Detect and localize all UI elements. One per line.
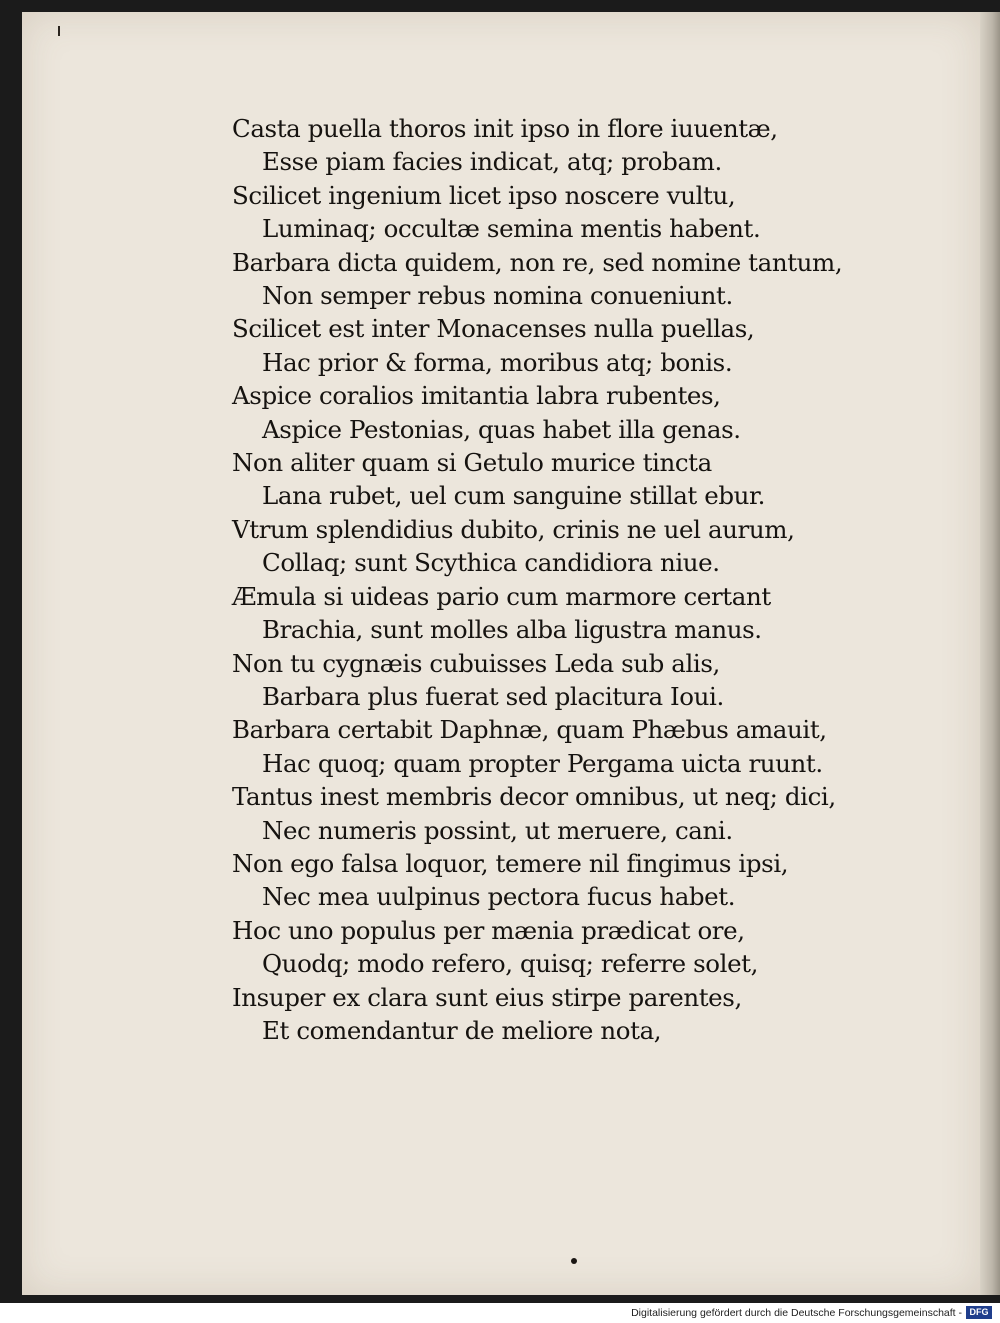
poem-text [232,112,852,1047]
verse-line: Brachia, sunt molles alba ligustra manus. [262,615,762,645]
verse-line: Hac quoq; quam propter Pergama uicta ruunt. [262,748,823,778]
verse-line: Barbara dicta quidem, non re, sed nomine tantum, [232,247,843,277]
page-edge [980,12,1000,1295]
verse-line: Nec mea uulpinus pectora fucus habet. [262,882,736,912]
verse-line: Aspice coralios imitantia labra rubentes, [232,381,721,411]
verse-line: Vtrum splendidius dubito, crinis ne uel aurum, [232,514,795,544]
verse-line: Et comendantur de meliore nota, [262,1015,662,1045]
verse-line: Scilicet ingenium licet ipso noscere vultu, [232,180,736,210]
verse-line: Barbara certabit Daphnæ, quam Phæbus amauit, [232,715,827,745]
verse-line: Collaq; sunt Scythica candidiora niue. [262,548,720,578]
verse-line: Scilicet est inter Monacenses nulla puellas, [232,314,755,344]
verse-line: Aspice Pestonias, quas habet illa genas. [262,414,741,444]
verse-line: Non tu cygnæis cubuisses Leda sub alis, [232,648,720,678]
verse-line: Non aliter quam si Getulo murice tincta [232,448,712,478]
verse-line: Nec numeris possint, ut meruere, cani. [262,815,733,845]
verse-line: Æmula si uideas pario cum marmore certant [232,581,771,611]
funding-credit: Digitalisierung gefördert durch die Deutsche Forschungsgemeinschaft - [631,1307,962,1319]
verse-line: Luminaq; occultæ semina mentis habent. [262,214,761,244]
verse-line: Non ego falsa loquor, temere nil fingimus ipsi, [232,848,789,878]
verse-line: Tantus inest membris decor omnibus, ut neq; dici, [232,782,836,812]
dfg-logo[interactable]: DFG [966,1306,992,1319]
verse-line: Hoc uno populus per mænia prædicat ore, [232,915,745,945]
verse-line: Esse piam facies indicat, atq; probam. [262,147,722,177]
verse-line: Casta puella thoros init ipso in flore iuuentæ, [232,114,778,143]
page-dot-mark [571,1258,577,1264]
verse-line: Barbara plus fuerat sed placitura Ioui. [262,681,724,711]
verse-line: Lana rubet, uel cum sanguine stillat ebur. [262,481,766,511]
verse-line: Hac prior & forma, moribus atq; bonis. [262,347,733,377]
verse-line: Quodq; modo refero, quisq; referre solet, [262,949,759,979]
footer-bar [0,1303,1000,1323]
verse-line: Insuper ex clara sunt eius stirpe parentes, [232,982,742,1012]
verse-line: Non semper rebus nomina conueniunt. [262,281,733,311]
page-corner-mark [58,26,60,36]
